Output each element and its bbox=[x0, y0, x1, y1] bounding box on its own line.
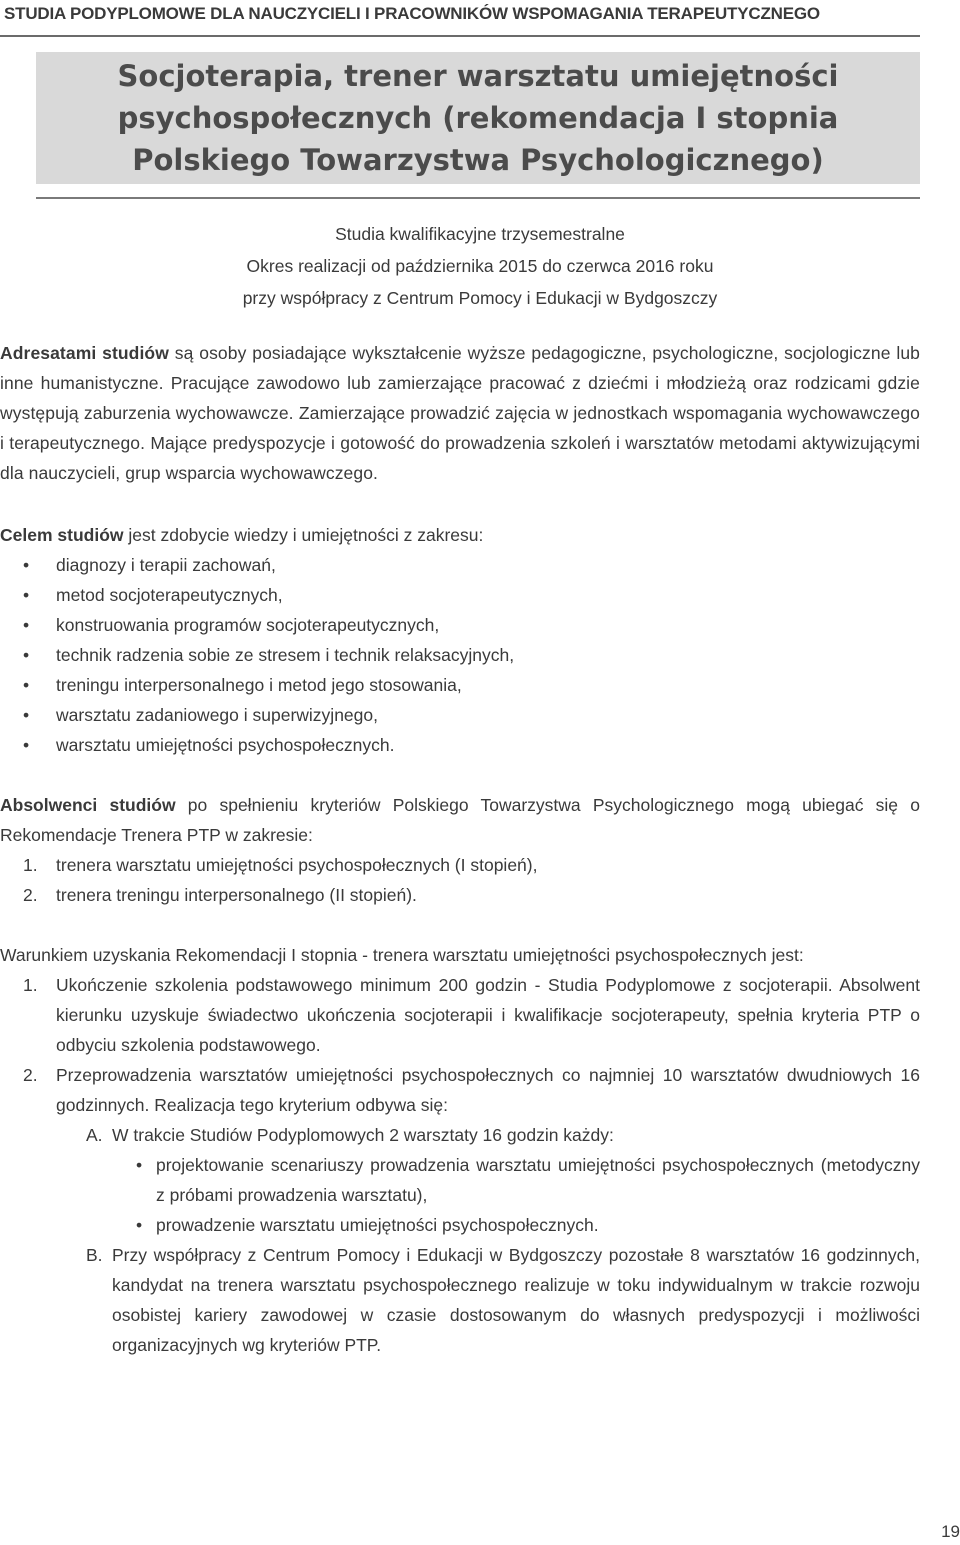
list-item: • metod socjoterapeutycznych, bbox=[0, 580, 920, 610]
list-item: • treningu interpersonalnego i metod jego stosowania, bbox=[0, 670, 920, 700]
item-number: 2. bbox=[23, 885, 38, 905]
conditions-list bbox=[0, 970, 920, 1360]
conditions-intro: Warunkiem uzyskania Rekomendacji I stopnia - trenera warsztatu umiejętności psychospołecznych jest: bbox=[0, 945, 804, 965]
page-title: Socjoterapia, trener warsztatu umiejętności psychospołecznych (rekomendacja I stopnia Polskiego Towarzystwa Psychologicznego) bbox=[117, 59, 839, 177]
list-item: • warsztatu zadaniowego i superwizyjnego, bbox=[0, 700, 920, 730]
item-number: 1. bbox=[23, 975, 38, 995]
bullet-icon: • bbox=[136, 1155, 143, 1175]
bullet-icon: • bbox=[23, 645, 30, 665]
bullet-icon: • bbox=[23, 585, 30, 605]
bullet-icon: • bbox=[136, 1215, 143, 1235]
audience-paragraph bbox=[0, 338, 920, 488]
page-number: 19 bbox=[941, 1522, 960, 1541]
condition-item-2: 2. Przeprowadzenia warsztatów umiejętności psychospołecznych co najmniej 10 warsztatów dwudniowych 16 godzinnych. Realizacja tego kryterium odbywa się: A. W trakcie Studiów Podyplomowych 2 warsztaty 16 godzin każdy: • projektowanie scenariuszy prowadzenia warsztatu umiejętności psychospołecznych (metodyczny z próbami prowadzenia warsztatu), • prowadzenie warsztatu umiejętności psychospołecznych. B. Przy współpracy z Centrum Pomocy i Edukacji w Bydgoszczy pozostałe 8 warsztatów 16 godzinnych, kandydat na trenera warsztatu psychospołecznego realizuje w toku indywidualnym w trakcie rozwoju osobistej kariery zawodowej w czasie dostosowanym do własnych predyspozycji i możliwości organizacyjnych wg kryteriów PTP. bbox=[0, 1060, 920, 1360]
graduates-text: po spełnieniu kryteriów Polskiego Towarzystwa Psychologicznego mogą ubiegać się o Rekomendacje Trenera PTP w zakresie: bbox=[0, 795, 920, 845]
graduates-lead: Absolwenci studiów bbox=[0, 795, 176, 815]
graduates-list bbox=[0, 850, 920, 910]
workshop-list bbox=[112, 1150, 920, 1240]
goals-list bbox=[0, 550, 920, 760]
goals-paragraph bbox=[0, 520, 920, 550]
realization-item-b: B. Przy współpracy z Centrum Pomocy i Edukacji w Bydgoszczy pozostałe 8 warsztatów 16 godzinnych, kandydat na trenera warsztatu psychospołecznego realizuje w toku indywidualnym w trakcie rozwoju osobistej kariery zawodowej w czasie dostosowanym do własnych predyspozycji i możliwości organizacyjnych wg kryteriów PTP. bbox=[56, 1240, 920, 1360]
realization-list bbox=[56, 1120, 920, 1360]
course-info bbox=[0, 218, 960, 314]
list-item: • diagnozy i terapii zachowań, bbox=[0, 550, 920, 580]
course-type: Studia kwalifikacyjne trzysemestralne bbox=[335, 224, 625, 244]
list-item: • warsztatu umiejętności psychospołecznych. bbox=[0, 730, 920, 760]
list-item: • technik radzenia sobie ze stresem i technik relaksacyjnych, bbox=[0, 640, 920, 670]
list-item: • prowadzenie warsztatu umiejętności psychospołecznych. bbox=[112, 1210, 920, 1240]
bullet-icon: • bbox=[23, 705, 30, 725]
item-number: 2. bbox=[23, 1065, 38, 1085]
list-item: 1. trenera warsztatu umiejętności psychospołecznych (I stopień), bbox=[0, 850, 920, 880]
graduates-paragraph bbox=[0, 790, 920, 850]
header-divider bbox=[0, 35, 920, 37]
title-divider bbox=[36, 197, 920, 199]
goals-lead: Celem studiów bbox=[0, 525, 124, 545]
bullet-icon: • bbox=[23, 675, 30, 695]
realization-item-a: A. W trakcie Studiów Podyplomowych 2 warsztaty 16 godzin każdy: • projektowanie scenariuszy prowadzenia warsztatu umiejętności psychospołecznych (metodyczny z próbami prowadzenia warsztatu), • prowadzenie warsztatu umiejętności psychospołecznych. bbox=[56, 1120, 920, 1240]
list-item: • konstruowania programów socjoterapeutycznych, bbox=[0, 610, 920, 640]
bullet-icon: • bbox=[23, 555, 30, 575]
program-header: STUDIA PODYPLOMOWE DLA NAUCZYCIELI I PRACOWNIKÓW WSPOMAGANIA TERAPEUTYCZNEGO bbox=[4, 4, 820, 23]
bullet-icon: • bbox=[23, 615, 30, 635]
course-period: Okres realizacji od października 2015 do czerwca 2016 roku bbox=[246, 256, 714, 276]
goals-text: jest zdobycie wiedzy i umiejętności z zakresu: bbox=[123, 525, 484, 545]
list-item: • projektowanie scenariuszy prowadzenia warsztatu umiejętności psychospołecznych (metodyczny z próbami prowadzenia warsztatu), bbox=[112, 1150, 920, 1210]
item-letter: B. bbox=[86, 1245, 103, 1265]
audience-lead: Adresatami studiów bbox=[0, 343, 169, 363]
title-box bbox=[36, 52, 920, 184]
course-partner: przy współpracy z Centrum Pomocy i Edukacji w Bydgoszczy bbox=[242, 288, 718, 308]
audience-text: są osoby posiadające wykształcenie wyższe pedagogiczne, psychologiczne, socjologiczne lub inne humanistyczne. Pracujące zawodowo lub zamierzające pracować z dziećmi i młodzieżą oraz rodzicami gdzie występują zaburzenia wychowawcze. Zamierzające prowadzić zajęcia w jednostkach wspomagania wychowawczego i terapeutycznego. Mające predyspozycje i gotowość do prowadzenia szkoleń i warsztatów metodami aktywizującymi dla nauczycieli, grup wsparcia wychowawczego. bbox=[0, 343, 920, 483]
item-letter: A. bbox=[86, 1125, 103, 1145]
item-number: 1. bbox=[23, 855, 38, 875]
condition-item-1: 1. Ukończenie szkolenia podstawowego minimum 200 godzin - Studia Podyplomowe z socjoterapii. Absolwent kierunku uzyskuje świadectwo ukończenia socjoterapii i kwalifikacje socjoterapeuty, spełnia kryteria PTP o odbyciu szkolenia podstawowego. bbox=[0, 970, 920, 1060]
list-item: 2. trenera treningu interpersonalnego (II stopień). bbox=[0, 880, 920, 910]
bullet-icon: • bbox=[23, 735, 30, 755]
